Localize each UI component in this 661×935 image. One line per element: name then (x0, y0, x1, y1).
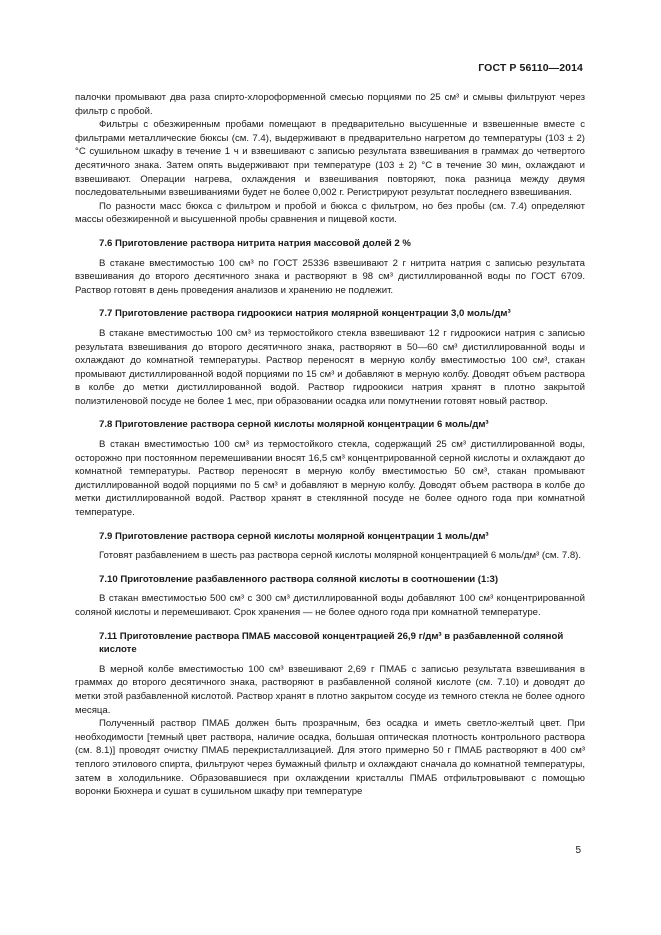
paragraph: В мерной колбе вместимостью 100 см³ взвешивают 2,69 г ПМАБ с записью результата взвешивания в граммах до второго десятичного знака, растворяют в разбавленной соляной кислоте (см. 7.10) и доводят до метки этой разбавленной кислотой. Раствор хранят в плотно закрытом сосуде из темного стекла не более одного месяца. (75, 663, 585, 716)
paragraph: Фильтры с обезжиренным пробами помещают в предварительно высушенные и взвешенные вместе с фильтрами металлические бюксы (см. 7.4), выдерживают в предварительно нагретом до температуры (103 ± 2) °С сушильном шкафу в течение 1 ч и взвешивают с записью результата взвешивания в граммах до четвертого десятичного знака. Затем опять выдерживают при температуре (103 ± 2) °С в течение 30 мин, охлаждают и взвешивают. Операции нагрева, охлаждения и взвешивания повторяют, пока разница между двумя последовательными взвешиваниями будет не более 0,002 г. Регистрируют результат последнего взвешивания. (75, 119, 585, 199)
paragraph: В стакане вместимостью 100 см³ по ГОСТ 25336 взвешивают 2 г нитрита натрия с записью результата взвешивания до второго десятичного знака и растворяют в 98 см³ дистиллированной воды по ГОСТ 6709. Раствор готовят в день проведения анализов и хранению не подлежит. (75, 257, 585, 296)
page-number: 5 (575, 845, 581, 856)
section-heading-7-6: 7.6 Приготовление раствора нитрита натрия массовой долей 2 % (99, 237, 411, 249)
paragraph: В стакане вместимостью 100 см³ из термостойкого стекла взвешивают 12 г гидроокиси натрия с записью результата взвешивания до второго десятичного знака, растворяют в 50—60 см³ дистиллированной воды и охлаждают до комнатной температуры. Раствор переносят в мерную колбу вместимостью 100 см³, стакан промывают дистиллированной водой порциями по 15 см³ и добавляют в мерную колбу. Доводят объем раствора в колбе до метки дистиллированной водой. Раствор гидроокиси натрия хранят в плотно закрытой полиэтиленовой посуде не более 1 мес, при образовании осадка или помутнении готовят новый раствор. (75, 327, 585, 407)
section-heading-7-8: 7.8 Приготовление раствора серной кислоты молярной концентрации 6 моль/дм³ (99, 419, 489, 431)
paragraph: Готовят разбавлением в шесть раз раствора серной кислоты молярной концентрацией 6 моль/дм³ (см. 7.8). (99, 550, 582, 562)
section-heading-7-11: 7.11 Приготовление раствора ПМАБ массовой концентрацией 26,9 г/дм³ в разбавленной соляной кислоте (99, 630, 564, 656)
document-body (75, 91, 585, 799)
section-heading-7-10: 7.10 Приготовление разбавленного раствора соляной кислоты в соотношении (1:3) (99, 573, 499, 585)
paragraph: По разности масс бюкса с фильтром и пробой и бюкса с фильтром, но без пробы (см. 7.4) определяют массы обезжиренной и высушенной пробы сравнения и пищевой кости. (75, 200, 585, 226)
section-heading-7-9: 7.9 Приготовление раствора серной кислоты молярной концентрации 1 моль/дм³ (99, 530, 489, 542)
paragraph: В стакан вместимостью 100 см³ из термостойкого стекла, содержащий 25 см³ дистиллированной воды, осторожно при постоянном перемешивании вносят 16,5 см³ концентрированной серной кислоты и охлаждают до комнатной температуры. Раствор переносят в мерную колбу вместимостью 50 см³, стакан промывают дистиллированной водой порциями по 5 см³ и добавляют в мерную колбу. Доводят объем раствора в колбе до метки дистиллированной водой. Раствор хранят в стеклянной посуде не более одного года при комнатной температуре. (75, 439, 585, 519)
section-heading-7-7: 7.7 Приготовление раствора гидроокиси натрия молярной концентрации 3,0 моль/дм³ (99, 308, 511, 320)
document-code-header: ГОСТ Р 56110—2014 (478, 62, 583, 74)
paragraph: В стакан вместимостью 500 см³ с 300 см³ дистиллированной воды добавляют 100 см³ концентрированной соляной кислоты и перемешивают. Срок хранения — не более одного года при комнатной температуре. (75, 593, 585, 618)
paragraph: палочки промывают два раза спирто-хлороформенной смесью порциями по 25 см³ и смывы фильтруют через фильтр с пробой. (75, 92, 585, 117)
paragraph: Полученный раствор ПМАБ должен быть прозрачным, без осадка и иметь светло-желтый цвет. При необходимости [темный цвет раствора, наличие осадка, большая оптическая плотность контрольного раствора (см. 8.1)] проводят очистку ПМАБ перекристаллизацией. Для этого примерно 50 г ПМАБ растворяют в 400 см³ теплого этилового спирта, фильтруют через бумажный фильтр и охлаждают сначала до комнатной температуры, затем в холодильнике. Образовавшиеся при охлаждении кристаллы ПМАБ отфильтровывают с помощью воронки Бюхнера и сушат в сушильном шкафу при температуре (75, 718, 585, 798)
